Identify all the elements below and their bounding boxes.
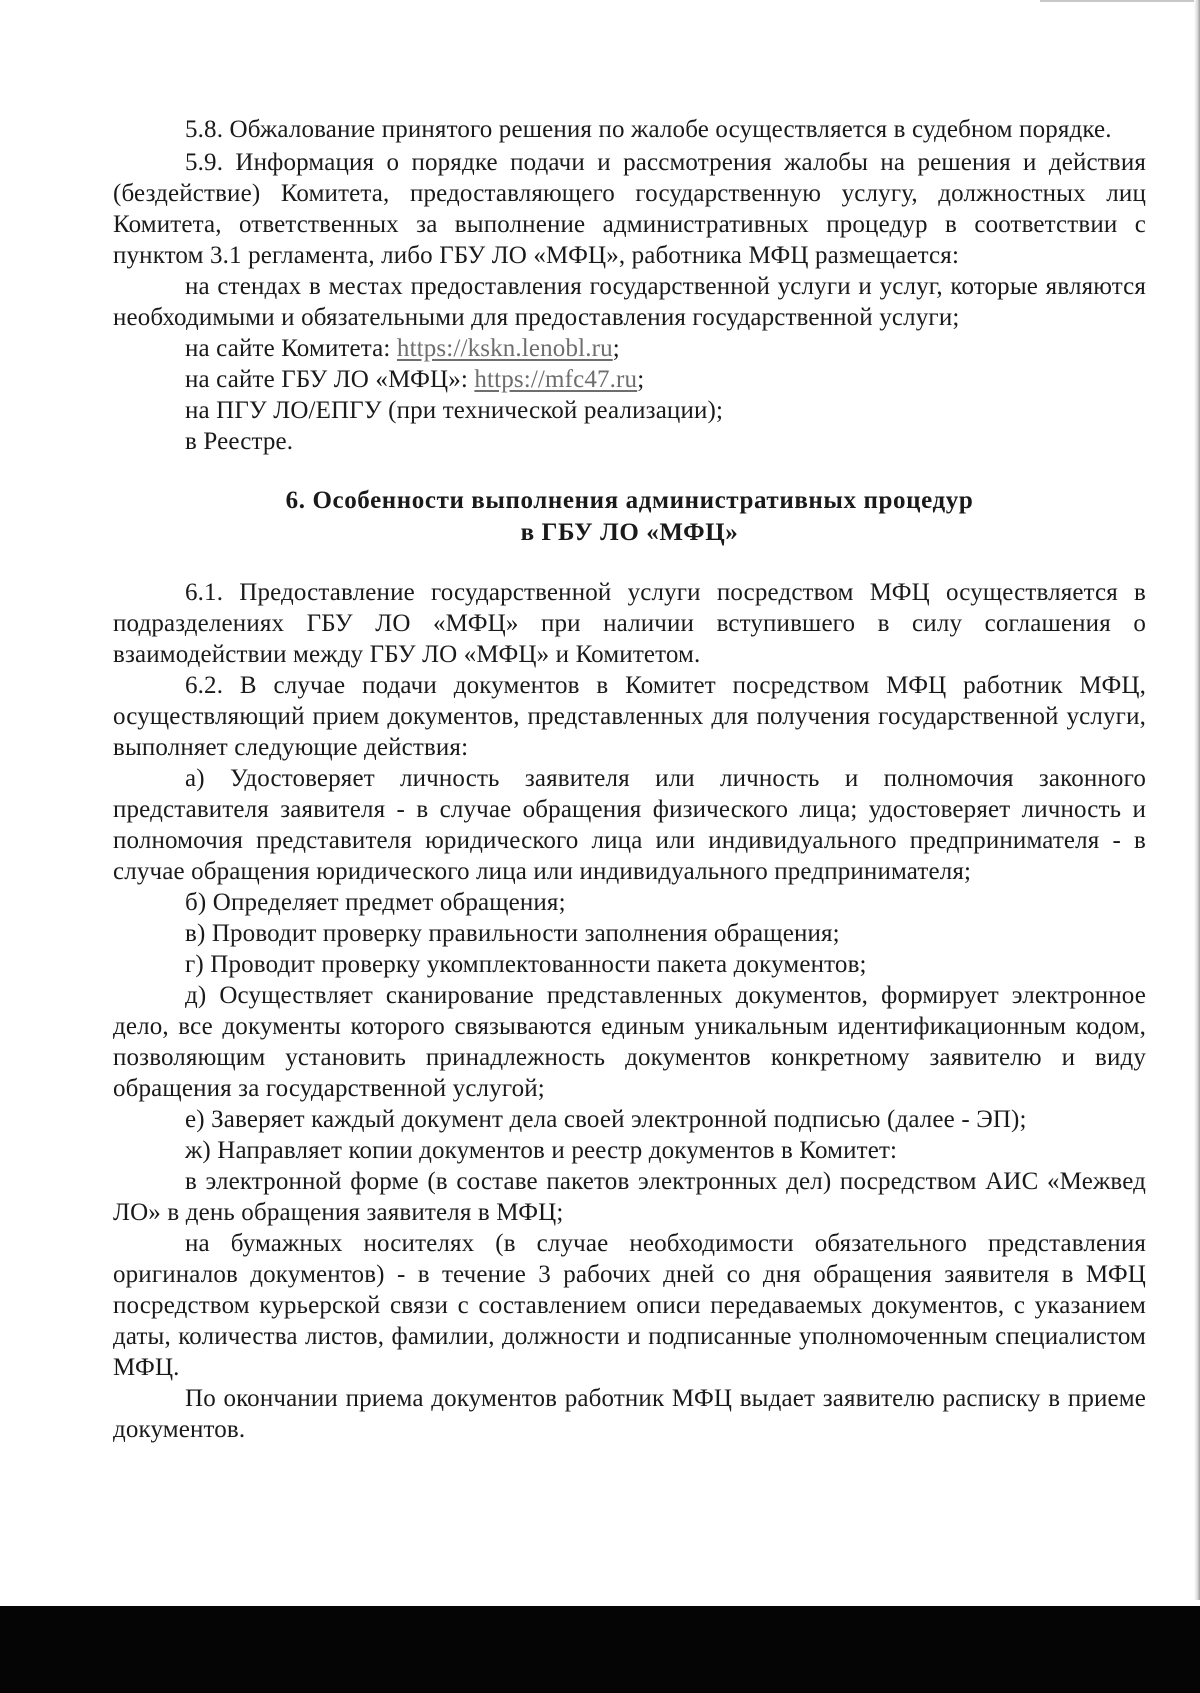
placement-committee-label: на сайте Комитета: — [185, 335, 397, 362]
scan-bottom-band — [0, 1606, 1200, 1693]
closing-paragraph: По окончании приема документов работник МФЦ выдает заявителю расписку в приеме документов. — [113, 1385, 1146, 1443]
sending-electronic: в электронной форме (в составе пакетов электронных дел) посредством АИС «Межвед ЛО» в день обращения заявителя в МФЦ; — [113, 1168, 1146, 1226]
section-6-heading-line-1: 6. Особенности выполнения административных процедур — [285, 487, 974, 514]
paragraph-6-2: 6.2. В случае подачи документов в Комитет посредством МФЦ работник МФЦ, осуществляющий прием документов, представленных для получения государственной услуги, выполняет следующие действия: — [113, 672, 1146, 761]
section-6-heading-line-2: в ГБУ ЛО «МФЦ» — [520, 519, 739, 546]
placement-mfc-label: на сайте ГБУ ЛО «МФЦ»: — [185, 366, 475, 393]
placement-mfc-end: ; — [637, 366, 645, 393]
list-item-g: г) Проводит проверку укомплектованности пакета документов; — [185, 951, 867, 978]
placement-mfc-site — [113, 364, 1146, 395]
list-item-b: б) Определяет предмет обращения; — [185, 889, 566, 916]
placement-pgu: на ПГУ ЛО/ЕПГУ (при технической реализации); — [185, 397, 724, 424]
placement-stands: на стендах в местах предоставления государственной услуги и услуг, которые являются необходимыми и обязательными для предоставления государственной услуги; — [113, 273, 1146, 331]
committee-site-link[interactable]: https://kskn.lenobl.ru — [396, 335, 613, 362]
paragraph-5-8: 5.8. Обжалование принятого решения по жалобе осуществляется в судебном порядке. — [185, 116, 1112, 143]
scan-right-edge — [1194, 0, 1200, 1600]
list-item-d: д) Осуществляет сканирование представленных документов, формирует электронное дело, все документы которого связываются единым уникальным идентификационным кодом, позволяющим установить принадлежность документов конкретному заявителю и виду обращения за государственной услугой; — [113, 982, 1146, 1102]
list-item-v: в) Проводит проверку правильности заполнения обращения; — [185, 920, 840, 947]
list-item-e: е) Заверяет каждый документ дела своей электронной подписью (далее - ЭП); — [185, 1106, 1027, 1133]
list-item-a: а) Удостоверяет личность заявителя или личность и полномочия законного представителя заявителя - в случае обращения физического лица; удостоверяет личность и полномочия представителя юридического лица или индивидуального предпринимателя - в случае обращения юридического лица или индивидуального предпринимателя; — [113, 765, 1146, 885]
list-item-zh: ж) Направляет копии документов и реестр документов в Комитет: — [185, 1137, 898, 1164]
placement-registry: в Реестре. — [185, 428, 294, 455]
placement-committee-end: ; — [612, 335, 620, 362]
paragraph-5-9: 5.9. Информация о порядке подачи и рассмотрения жалобы на решения и действия (бездействие) Комитета, предоставляющего государственную услугу, должностных лиц Комитета, ответственных за выполнение административных процедур в соответствии с пунктом 3.1 регламента, либо ГБУ ЛО «МФЦ», работника МФЦ размещается: — [113, 149, 1146, 269]
scan-top-edge — [1040, 0, 1200, 2]
paragraph-6-1: 6.1. Предоставление государственной услуги посредством МФЦ осуществляется в подразделениях ГБУ ЛО «МФЦ» при наличии вступившего в силу соглашения о взаимодействии между ГБУ ЛО «МФЦ» и Комитетом. — [113, 579, 1146, 668]
section-6-heading — [113, 485, 1146, 549]
mfc-site-link[interactable]: https://mfc47.ru — [474, 366, 638, 393]
sending-paper: на бумажных носителях (в случае необходимости обязательного представления оригиналов документов) - в течение 3 рабочих дней со дня обращения заявителя в МФЦ посредством курьерской связи с составлением описи передаваемых документов, с указанием даты, количества листов, фамилии, должности и подписанные уполномоченным специалистом МФЦ. — [113, 1230, 1146, 1381]
placement-committee-site — [113, 333, 1146, 364]
document-body — [113, 114, 1146, 1445]
